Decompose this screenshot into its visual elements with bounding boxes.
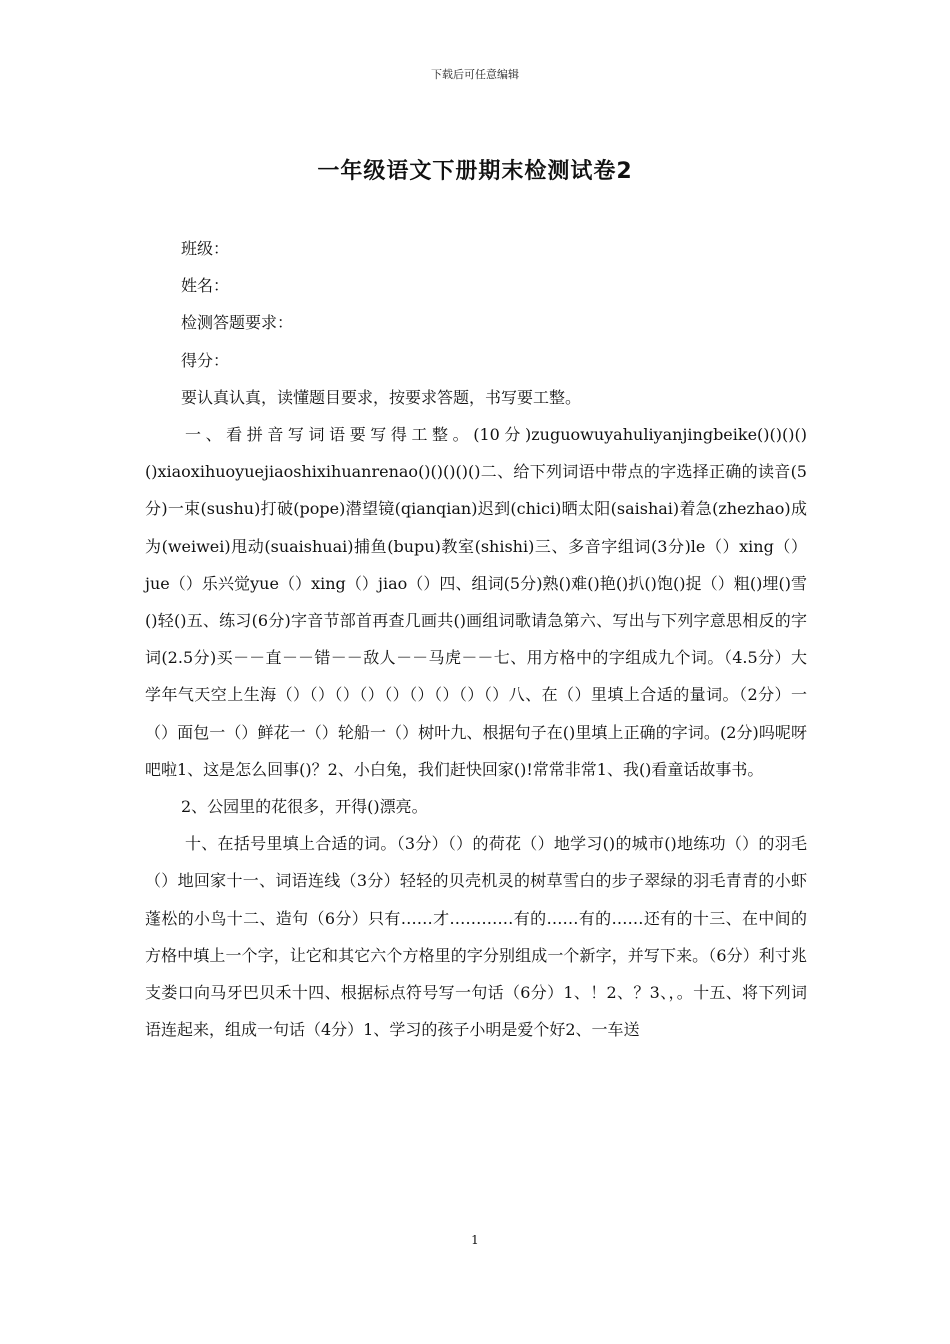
questions-paragraph-2: 2、公园里的花很多，开得()漂亮。: [181, 797, 428, 817]
score-field-label: 得分：: [181, 350, 230, 370]
name-field-label: 姓名：: [181, 276, 230, 296]
requirements-label: 检测答题要求：: [181, 313, 294, 333]
header-note: 下载后可任意编辑: [431, 68, 519, 81]
questions-paragraph-1: 一、看拼音写词语要写得工整。(10分)zuguowuyahuliyanjingbeike()()()()()xiaoxihuoyuejiaoshixihuanrenao()()()()()二、给下列词语中带点的字选择正确的读音(5分)一束(sushu)打破(pope)潜望镜(qianqian)迟到(chici)晒太阳(saishai)着急(zhezhao)成为(weiwei)甩动(suaishuai)捕鱼(bupu)教室(shishi)三、多音字组词(3分)le（）xing（）jue（）乐兴觉yue（）xing（）jiao（）四、组词(5分)熟()难()艳()扒()饱()捉（）粗()埋()雪()轻()五、练习(6分)字音节部首再查几画共()画组词歌请急第六、写出与下列字意思相反的字词(2.5分)买－－直－－错－－敌人－－马虎－－七、用方格中的字组成九个词。（4.5分）大学年气天空上生海（）（）（）（）（）（）（）（）（）八、在（）里填上合适的量词。（2分）一（）面包一（）鲜花一（）轮船一（）树叶九、根据句子在()里填上正确的字词。(2分)吗呢呀吧啦1、这是怎么回事()？2、小白兔，我们赶快回家()!常常非常1、我()看童话故事书。: [145, 425, 807, 779]
questions-paragraph-3: 十、在括号里填上合适的词。（3分）（）的荷花（）地学习()的城市()地练功（）的羽毛（）地回家十一、词语连线（3分）轻轻的贝壳机灵的树草雪白的步子翠绿的羽毛青青的小虾蓬松的小鸟十二、造句（6分）只有……才…………有的……有的……还有的十三、在中间的方格中填上一个字，让它和其它六个方格里的字分别组成一个新字，并写下来。（6分）利寸兆支娄口向马牙巴贝禾十四、根据标点符号写一句话（6分）1、！2、？3、，。十五、将下列词语连起来，组成一句话（4分）1、学习的孩子小明是爱个好2、一车送: [145, 834, 807, 1040]
document-body: [145, 230, 807, 1048]
class-field-label: 班级：: [181, 239, 230, 258]
page-number: 1: [471, 1233, 479, 1247]
instruction-text: 要认真认真，读懂题目要求，按要求答题，书写要工整。: [181, 387, 582, 407]
page-title: 一年级语文下册期末检测试卷2: [317, 159, 633, 184]
